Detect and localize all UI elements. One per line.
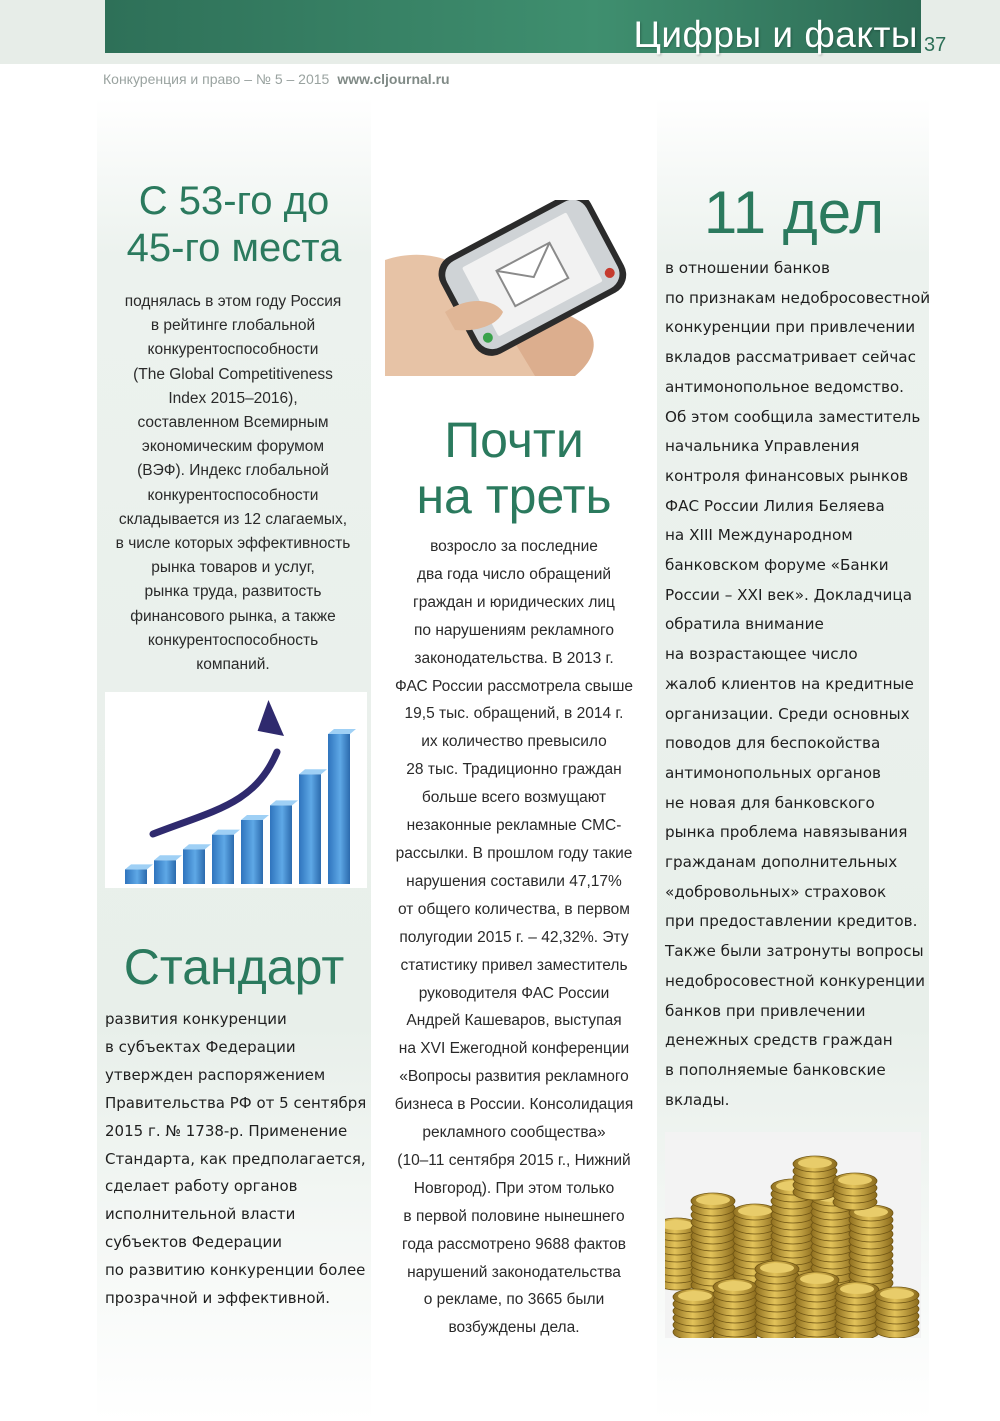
text-line: субъектов Федерации <box>105 1233 282 1252</box>
cases-body <box>665 254 935 1115</box>
section-title: Цифры и факты <box>633 14 918 55</box>
text-line: 19,5 тыс. обращений, в 2014 г. <box>404 705 624 723</box>
chart-bar-top <box>299 769 327 774</box>
chart-bar <box>212 835 234 884</box>
chart-bar <box>154 860 176 884</box>
text-line: 2015 г. № 1738-р. Применение <box>105 1121 348 1140</box>
text-line: начальника Управления <box>665 437 860 456</box>
text-line: Стандарта, как предполагается, <box>105 1149 366 1168</box>
text-line: в субъектах Федерации <box>105 1037 296 1056</box>
chart-bar-top <box>154 855 182 860</box>
text-line: на XVI Ежегодной конференции <box>398 1040 630 1058</box>
text-line: Об этом сообщила заместитель <box>665 407 921 426</box>
text-line: в числе которых эффективность <box>115 535 351 553</box>
third-heading-line: на треть <box>416 468 612 524</box>
text-line: (The Global Competitiveness <box>133 365 333 383</box>
text-line: сделает работу органов <box>105 1177 298 1196</box>
growth-chart-illustration <box>105 692 367 888</box>
text-line: Андрей Кашеваров, выступая <box>406 1012 622 1030</box>
growth-chart-arrow-icon <box>105 692 367 888</box>
chart-bar-top <box>328 729 356 734</box>
text-line: компаний. <box>196 656 270 674</box>
chart-bar-top <box>241 815 269 820</box>
text-line: банковском форуме «Банки <box>665 556 889 575</box>
text-line: (ВЭФ). Индекс глобальной <box>137 462 329 480</box>
cases-heading: 11 дел <box>703 179 885 246</box>
rank-heading-line: 45-го места <box>126 225 342 270</box>
text-line: жалоб клиентов на кредитные <box>665 674 914 693</box>
text-line: в первой половине нынешнего <box>403 1207 625 1225</box>
text-line: незаконные рекламные СМС- <box>406 817 622 835</box>
chart-bar-top <box>212 830 240 835</box>
chart-bar <box>299 774 321 884</box>
text-line: Index 2015–2016), <box>168 389 298 407</box>
standard-heading: Стандарт <box>123 939 345 995</box>
third-heading <box>380 412 648 524</box>
text-line: денежных средств граждан <box>665 1031 893 1050</box>
text-line: рассылки. В прошлом году такие <box>395 844 633 862</box>
smartphone-message-icon <box>385 200 653 376</box>
text-line: на XIII Международном <box>665 526 853 545</box>
text-line: их количество превысило <box>421 733 607 751</box>
text-line: обратила внимание <box>665 615 824 634</box>
coin-top <box>718 1281 752 1291</box>
coin-top <box>838 1175 872 1185</box>
text-line: возросло за последние <box>430 538 598 555</box>
text-line: (10–11 сентября 2015 г., Нижний <box>397 1151 631 1169</box>
text-line: недобросовестной конкуренции <box>665 971 925 990</box>
text-line: на возрастающее число <box>665 645 858 664</box>
text-line: экономическим форумом <box>141 438 325 456</box>
text-line: составленном Всемирным <box>137 414 329 432</box>
text-line: нарушения составили 47,17% <box>406 872 622 890</box>
coin-top <box>696 1195 730 1205</box>
text-line: возбуждены дела. <box>448 1319 580 1337</box>
text-line: два года число обращений <box>416 565 612 583</box>
coin-top <box>880 1289 914 1299</box>
chart-bar <box>270 805 292 884</box>
text-line: поднялась в этом году Россия <box>124 293 342 310</box>
chart-bar <box>125 869 147 884</box>
text-line: по развитию конкуренции более <box>105 1261 366 1280</box>
text-line: при предоставлении кредитов. <box>665 912 918 931</box>
journal-info <box>103 71 450 87</box>
text-line: 28 тыс. Традиционно граждан <box>406 761 622 779</box>
journal-website-link[interactable]: www.cljournal.ru <box>337 71 450 87</box>
coin-top <box>738 1206 772 1216</box>
text-line: статистику привел заместитель <box>400 956 628 974</box>
text-line: конкурентоспособности <box>147 341 319 359</box>
rank-body <box>108 290 358 677</box>
text-line: прозрачной и эффективной. <box>105 1289 331 1308</box>
text-line: конкурентоспособности <box>147 486 319 504</box>
text-line: в отношении банков <box>665 259 830 277</box>
text-line: вкладов рассматривает сейчас <box>665 348 916 367</box>
coin-top <box>678 1291 712 1301</box>
text-line: конкуренции при привлечении <box>665 318 916 337</box>
text-line: бизнеса в России. Консолидация <box>394 1096 634 1114</box>
text-line: Также были затронуты вопросы <box>665 942 924 961</box>
text-line: нарушений законодательства <box>407 1263 621 1281</box>
text-line: в рейтинге глобальной <box>150 317 316 335</box>
text-line: не новая для банковского <box>665 793 875 812</box>
smartphone-message-illustration <box>385 200 653 376</box>
text-line: вклады. <box>665 1090 730 1109</box>
text-line: рынка труда, развитость <box>144 583 322 601</box>
coin-top <box>840 1284 874 1294</box>
text-line: Новгород). При этом только <box>413 1179 615 1197</box>
chart-bar <box>328 734 350 884</box>
rank-heading <box>100 178 368 272</box>
text-line: «добровольных» страховок <box>665 882 887 901</box>
third-body <box>380 533 648 1342</box>
text-line: России – XXI век». Докладчица <box>665 585 913 604</box>
text-line: ФАС России Лилия Беляева <box>665 496 885 515</box>
text-line: поводов для беспокойства <box>665 734 881 753</box>
coin-top <box>798 1158 832 1168</box>
text-line: утвержден распоряжением <box>105 1065 326 1084</box>
coin-stacks-icon <box>665 1132 921 1338</box>
text-line: о рекламе, по 3665 были <box>423 1291 605 1309</box>
text-line: исполнительной власти <box>105 1205 296 1224</box>
chart-bar-top <box>270 800 298 805</box>
text-line: ФАС России рассмотрела свыше <box>395 677 633 695</box>
text-line: конкурентоспособность <box>147 631 319 649</box>
chart-bar <box>183 849 205 884</box>
text-line: банков при привлечении <box>665 1001 866 1020</box>
coin-top <box>800 1274 834 1284</box>
text-line: антимонопольное ведомство. <box>665 377 905 396</box>
third-heading-line: Почти <box>444 412 584 468</box>
coin-stacks-illustration <box>665 1132 921 1338</box>
page-number: 37 <box>924 34 947 56</box>
text-line: года рассмотрено 9688 фактов <box>402 1235 626 1253</box>
chart-bar <box>241 820 263 884</box>
chart-bar-top <box>183 844 211 849</box>
journal-issue: Конкуренция и право – № 5 – 2015 <box>103 71 330 87</box>
text-line: граждан и юридических лиц <box>413 593 615 611</box>
text-line: организации. Среди основных <box>665 704 910 723</box>
text-line: гражданам дополнительных <box>665 853 898 872</box>
coin-top <box>760 1263 794 1273</box>
text-line: по нарушениям рекламного <box>414 621 614 639</box>
text-line: рынка товаров и услуг, <box>151 559 315 577</box>
text-line: Правительства РФ от 5 сентября <box>105 1093 367 1112</box>
text-line: по признакам недобросовестной <box>665 288 931 307</box>
text-line: контроля финансовых рынков <box>665 466 909 485</box>
chart-bar-top <box>125 864 153 869</box>
text-line: «Вопросы развития рекламного <box>399 1068 629 1086</box>
text-line: в пополняемые банковские <box>665 1060 886 1079</box>
text-line: полугодии 2015 г. – 42,32%. Эту <box>399 928 629 946</box>
text-line: рекламного сообщества» <box>422 1124 606 1142</box>
text-line: от общего количества, в первом <box>398 900 630 918</box>
text-line: антимонопольных органов <box>665 763 881 782</box>
standard-body <box>105 1006 370 1313</box>
text-line: финансового рынка, а также <box>130 607 336 625</box>
text-line: законодательства. В 2013 г. <box>414 649 614 667</box>
text-line: складывается из 12 слагаемых, <box>118 510 348 528</box>
text-line: развития конкуренции <box>105 1010 287 1028</box>
text-line: рынка проблема навязывания <box>665 823 908 842</box>
rank-heading-line: С 53-го до <box>138 179 330 223</box>
text-line: больше всего возмущают <box>421 789 607 807</box>
text-line: руководителя ФАС России <box>418 984 610 1002</box>
